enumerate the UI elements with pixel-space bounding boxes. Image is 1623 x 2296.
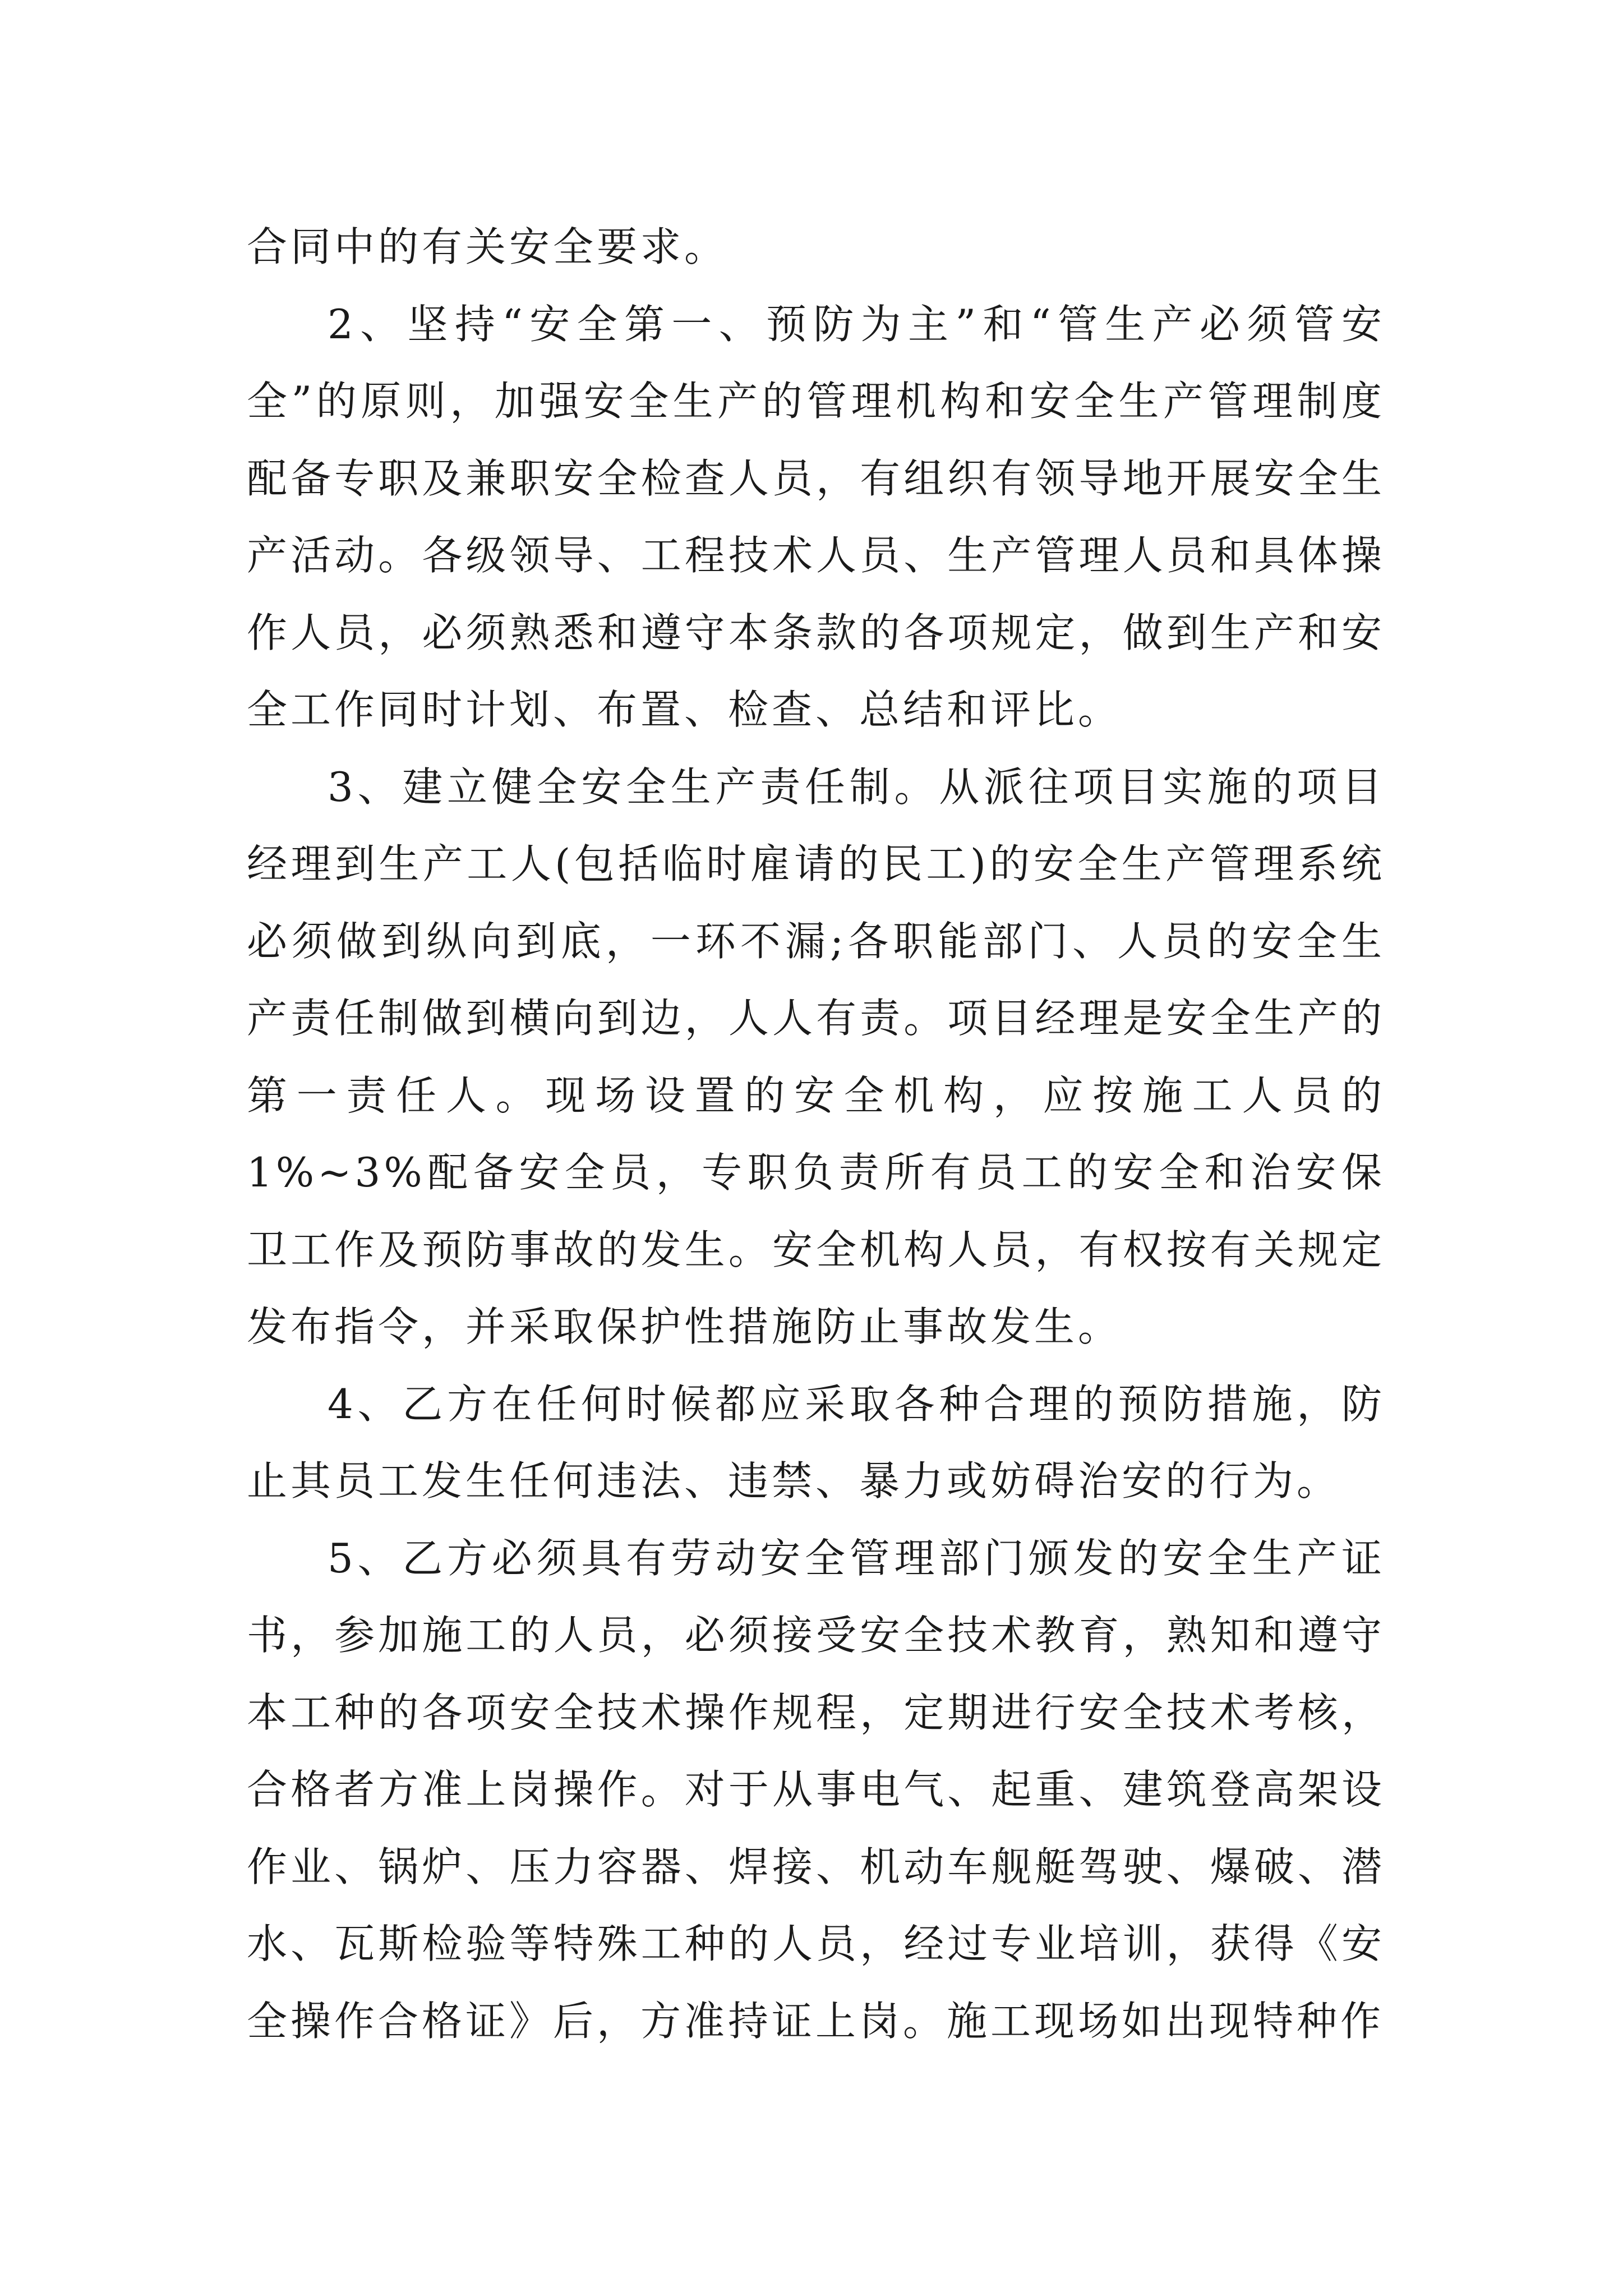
paragraph-item-3: 3、建立健全安全生产责任制。从派往项目实施的项目经理到生产工人(包括临时雇请的民工)的安全生产管理系统必须做到纵向到底，一环不漏;各职能部门、人员的安全生产责任制做到横向到边，人人有责。项目经理是安全生产的第一责任人。现场设置的安全机构，应按施工人员的1%~3%配备安全员，专职负责所有员工的安全和治安保卫工作及预防事故的发生。安全机构人员，有权按有关规定发布指令，并采取保护性措施防止事故发生。 [247, 763, 1385, 1350]
paragraph-item-2: 2、坚持“安全第一、预防为主”和“管生产必须管安全”的原则，加强安全生产的管理机构和安全生产管理制度配备专职及兼职安全检查人员，有组织有领导地开展安全生产活动。各级领导、工程技术人员、生产管理人员和具体操作人员，必须熟悉和遵守本条款的各项规定，做到生产和安全工作同时计划、布置、检查、总结和评比。 [247, 300, 1385, 733]
paragraph-continued: 合同中的有关安全要求。 [247, 223, 728, 270]
document-body [247, 209, 1385, 2060]
paragraph-item-5: 5、乙方必须具有劳动安全管理部门颁发的安全生产证书，参加施工的人员，必须接受安全技术教育，熟知和遵守本工种的各项安全技术操作规程，定期进行安全技术考核，合格者方准上岗操作。对于从事电气、起重、建筑登高架设作业、锅炉、压力容器、焊接、机动车舰艇驾驶、爆破、潜水、瓦斯检验等特殊工种的人员，经过专业培训，获得《安全操作合格证》后，方准持证上岗。施工现场如出现特种作 [247, 1534, 1385, 2045]
paragraph-item-4: 4、乙方在任何时候都应采取各种合理的预防措施，防止其员工发生任何违法、违禁、暴力或妨碍治安的行为。 [247, 1380, 1385, 1504]
